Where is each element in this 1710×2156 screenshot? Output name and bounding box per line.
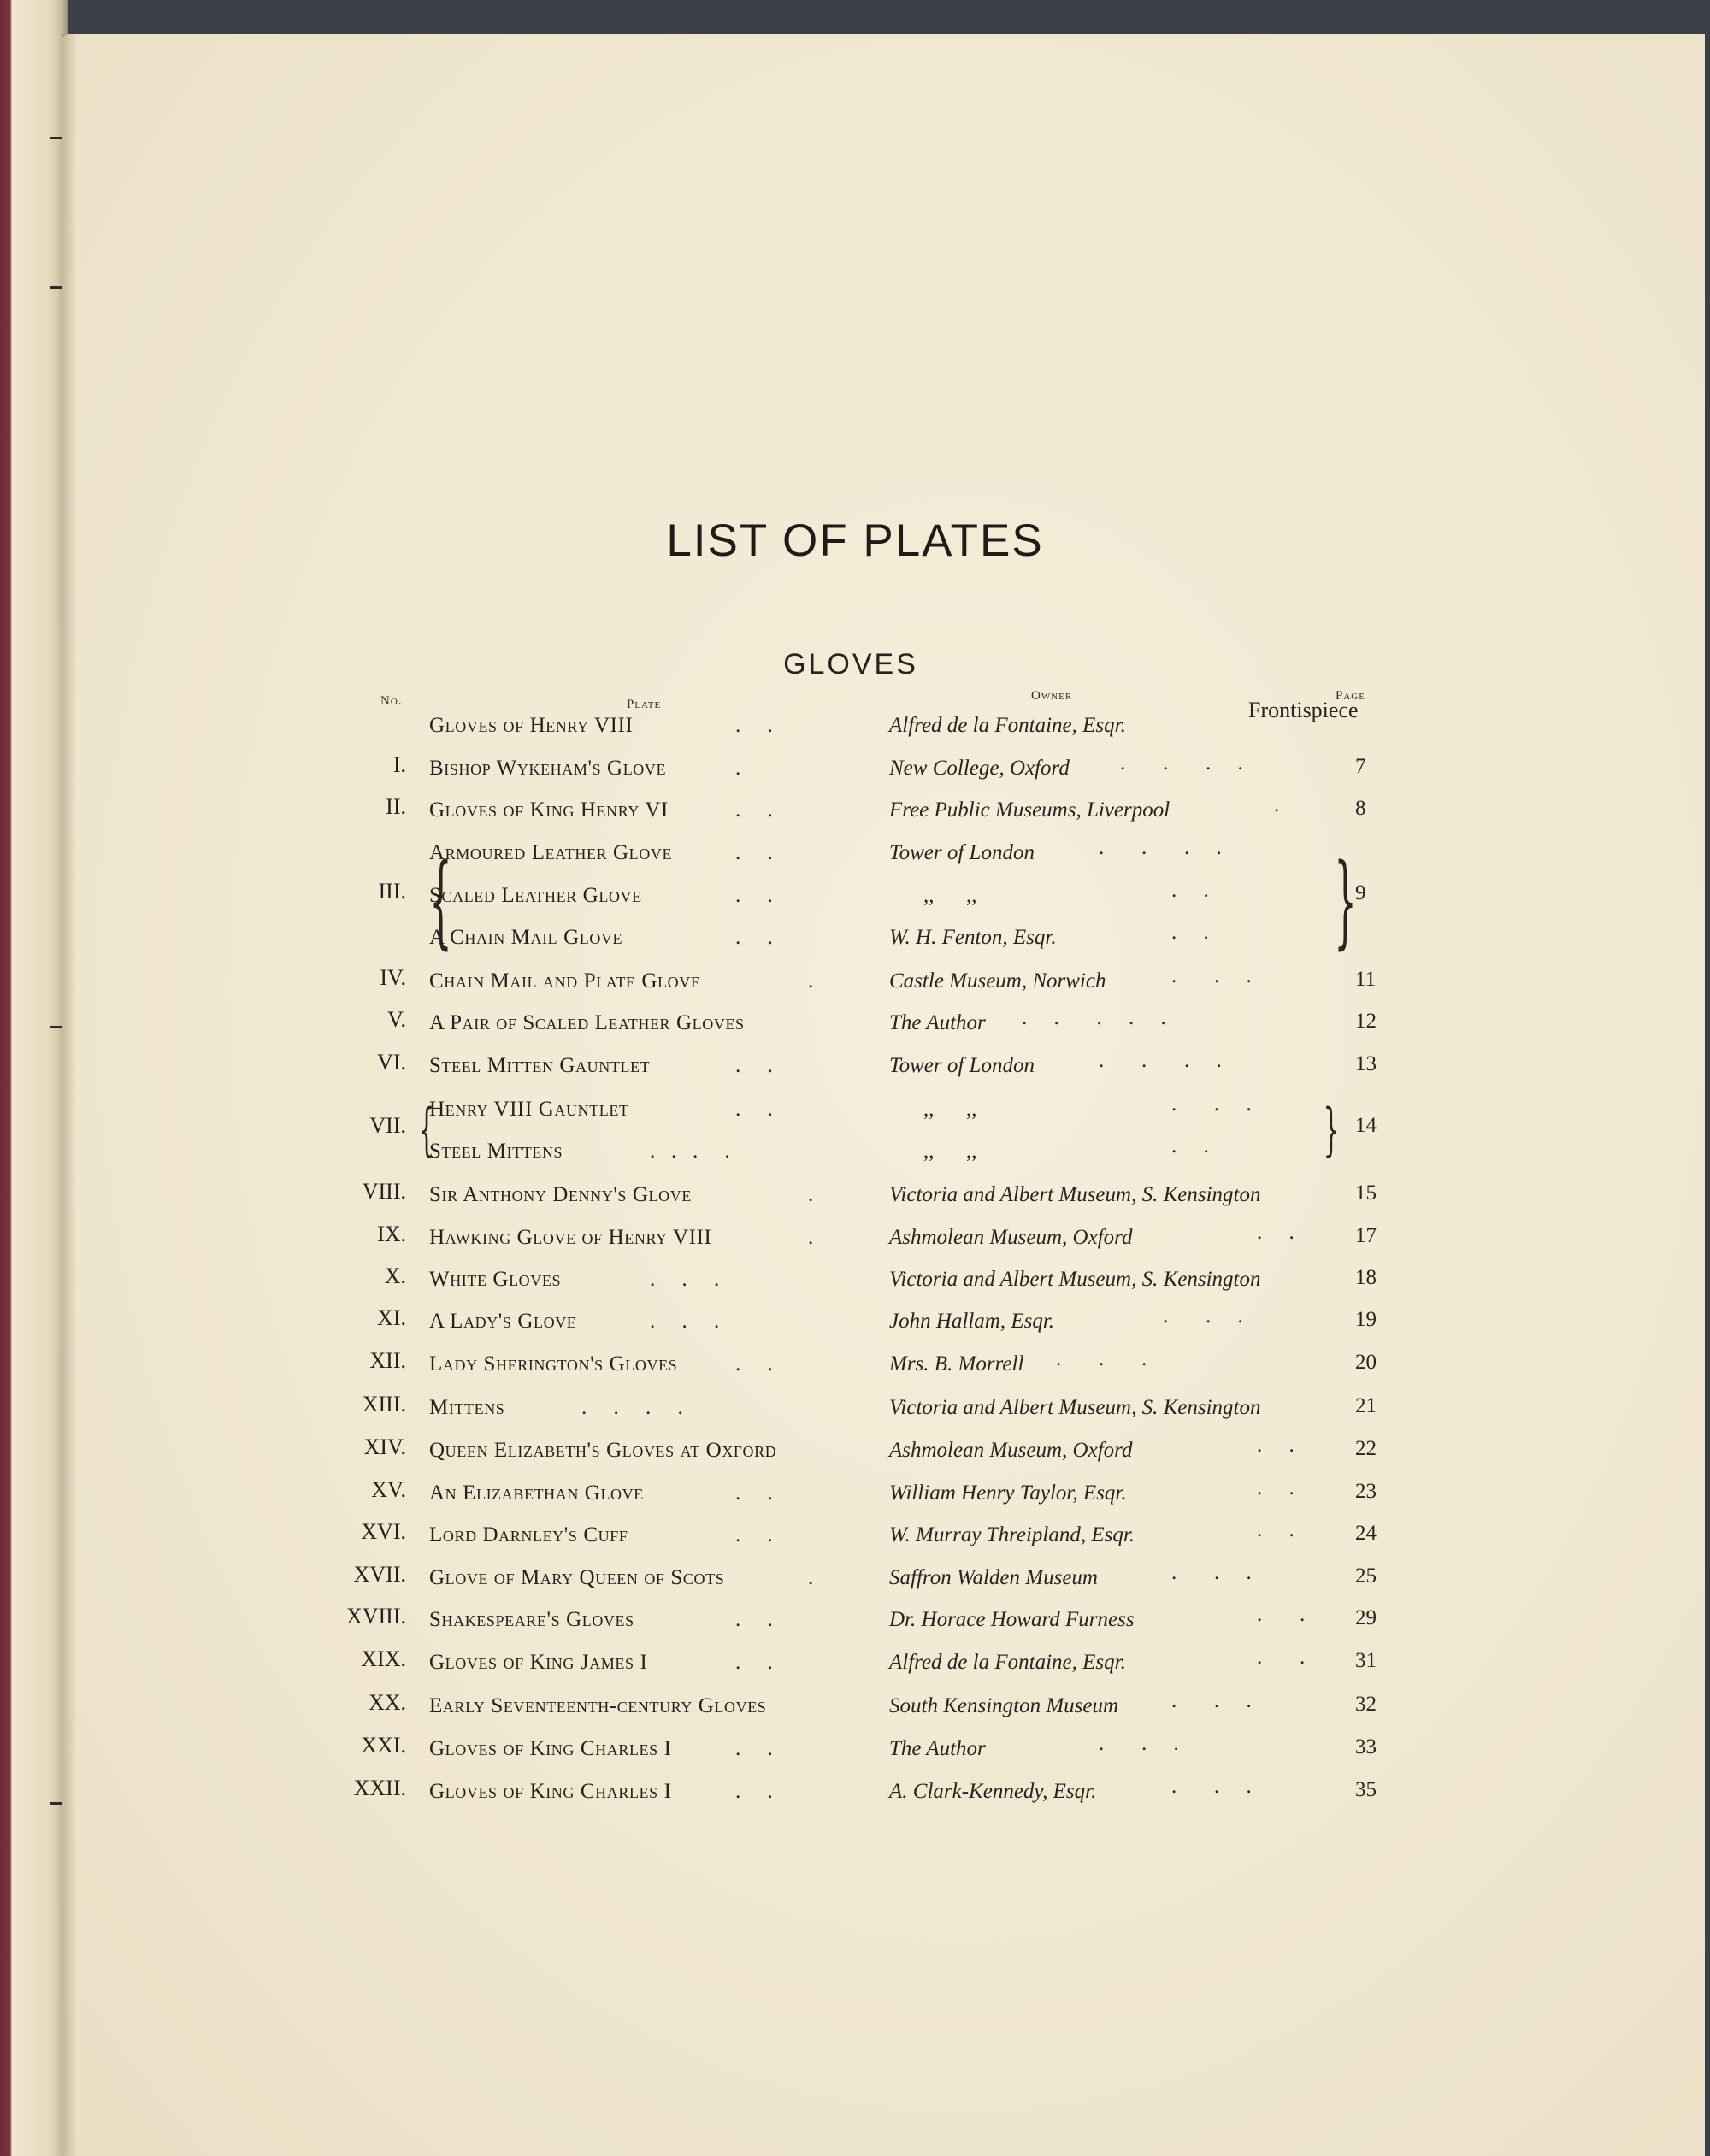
plate-number: VI. bbox=[377, 1050, 406, 1075]
plate-number: V. bbox=[387, 1007, 406, 1032]
leader-dots: . . . bbox=[1099, 1732, 1179, 1755]
plate-page: 18 bbox=[1355, 1266, 1377, 1289]
plate-title: Sir Anthony Denny's Glove bbox=[429, 1183, 692, 1206]
plate-page: 23 bbox=[1355, 1480, 1377, 1503]
plate-title: Steel Mitten Gauntlet bbox=[429, 1054, 651, 1077]
plate-number: XX. bbox=[368, 1690, 406, 1715]
plate-owner: A. Clark-Kennedy, Esqr. bbox=[889, 1780, 1097, 1803]
plate-page: 33 bbox=[1355, 1735, 1377, 1758]
header-page: Page bbox=[1336, 689, 1365, 703]
plate-title: Hawking Glove of Henry VIII bbox=[429, 1226, 712, 1249]
leader-dots: . . bbox=[735, 926, 773, 949]
plate-page: 25 bbox=[1355, 1564, 1377, 1588]
leader-dots: . . bbox=[1257, 1221, 1294, 1244]
brace-iii-left: { bbox=[429, 841, 452, 959]
plate-owner: South Kensington Museum bbox=[889, 1694, 1119, 1717]
plate-number: I. bbox=[392, 752, 406, 777]
plate-page: 14 bbox=[1355, 1114, 1377, 1137]
plate-page: 17 bbox=[1355, 1224, 1377, 1247]
plate-title: Lord Darnley's Cuff bbox=[429, 1523, 628, 1546]
plate-title: Steel Mittens bbox=[429, 1140, 563, 1163]
header-no: No. bbox=[380, 694, 403, 708]
leader-dots: . . bbox=[1171, 1134, 1209, 1158]
plate-owner: Saffron Walden Museum bbox=[889, 1566, 1098, 1589]
plate-title: Gloves of King James I bbox=[429, 1651, 648, 1674]
leader-dots: . . . . bbox=[1120, 751, 1243, 775]
plate-title: Glove of Mary Queen of Scots bbox=[429, 1566, 725, 1589]
leader-dots: . . bbox=[735, 841, 773, 864]
plate-title: Henry VIII Gauntlet bbox=[429, 1098, 629, 1121]
plate-owner: W. H. Fenton, Esqr. bbox=[889, 926, 1057, 949]
plate-title: An Elizabethan Glove bbox=[429, 1482, 644, 1505]
leader-dots: . . bbox=[735, 714, 773, 737]
plate-number: XXI. bbox=[361, 1733, 406, 1758]
plate-owner: Dr. Horace Howard Furness bbox=[889, 1608, 1135, 1631]
leader-dots: . . bbox=[735, 1098, 773, 1121]
plate-page: 32 bbox=[1355, 1693, 1377, 1716]
leader-dots: . . bbox=[1257, 1476, 1294, 1499]
plate-owner: Free Public Museums, Liverpool bbox=[889, 798, 1170, 822]
leader-dots: . . bbox=[1257, 1646, 1306, 1669]
plate-page: 15 bbox=[1355, 1181, 1377, 1205]
leader-dots: . . . . bbox=[1099, 836, 1222, 859]
leader-dots: . . bbox=[735, 1651, 773, 1674]
plate-number: XIV. bbox=[363, 1434, 406, 1459]
plate-title: A Lady's Glove bbox=[429, 1310, 577, 1333]
leader-dots: . . bbox=[735, 1608, 773, 1631]
plate-number: III. bbox=[378, 879, 406, 904]
plate-page: 19 bbox=[1355, 1308, 1377, 1331]
plate-page: 20 bbox=[1355, 1351, 1377, 1374]
plate-page: 24 bbox=[1355, 1522, 1377, 1545]
plate-number: XXII. bbox=[353, 1776, 406, 1800]
leader-dots: . . bbox=[1257, 1518, 1294, 1541]
plate-owner: W. Murray Threipland, Esqr. bbox=[889, 1523, 1135, 1546]
plate-page: 29 bbox=[1355, 1606, 1377, 1629]
plate-title: Gloves of Henry VIII bbox=[429, 714, 634, 737]
plate-owner: William Henry Taylor, Esqr. bbox=[889, 1482, 1127, 1505]
plate-number: II. bbox=[386, 794, 406, 819]
plate-owner: Tower of London bbox=[889, 841, 1035, 864]
leader-dots: . . . bbox=[1171, 1093, 1252, 1116]
leader-dots: . . bbox=[1257, 1434, 1294, 1457]
leader-dots: . . . . bbox=[650, 1140, 730, 1163]
plate-owner: The Author bbox=[889, 1011, 986, 1034]
plate-number: X. bbox=[384, 1264, 406, 1288]
leader-dots: . . bbox=[1171, 879, 1209, 902]
plate-owner: Victoria and Albert Museum, S. Kensington bbox=[889, 1268, 1261, 1291]
leader-dots: . . . bbox=[1163, 1305, 1243, 1328]
plate-page: 13 bbox=[1355, 1052, 1377, 1075]
plate-number: XIX. bbox=[361, 1646, 406, 1671]
plate-page: 8 bbox=[1355, 797, 1366, 820]
plate-title: Scaled Leather Glove bbox=[429, 884, 642, 907]
plate-page: 35 bbox=[1355, 1778, 1377, 1801]
brace-iii-right: } bbox=[1334, 841, 1357, 959]
leader-dots: . bbox=[808, 1183, 814, 1206]
plate-number: IV. bbox=[380, 965, 406, 990]
leader-dots: . . bbox=[735, 1523, 773, 1546]
plate-title: Shakespeare's Gloves bbox=[429, 1608, 634, 1631]
plate-title: Bishop Wykeham's Glove bbox=[429, 757, 667, 780]
leader-dots: . . bbox=[735, 1352, 773, 1375]
leader-dots: . . . bbox=[1171, 964, 1252, 987]
plate-number: XIII. bbox=[362, 1392, 406, 1417]
plate-title: Chain Mail and Plate Glove bbox=[429, 969, 701, 993]
plate-number: XI. bbox=[377, 1305, 406, 1330]
plate-owner: Victoria and Albert Museum, S. Kensington bbox=[889, 1396, 1261, 1419]
plate-title: A Pair of Scaled Leather Gloves bbox=[429, 1011, 745, 1034]
leader-dots: . . . bbox=[650, 1310, 720, 1333]
plate-owner: The Author bbox=[889, 1737, 986, 1760]
leader-dots: . bbox=[808, 1226, 814, 1249]
plate-title: Gloves of King Charles I bbox=[429, 1780, 672, 1803]
plate-title: Mittens bbox=[429, 1396, 505, 1419]
leader-dots: . bbox=[808, 1566, 814, 1589]
leader-dots: . . . . bbox=[1099, 1049, 1222, 1072]
leader-dots: . . . bbox=[1171, 1689, 1252, 1712]
plate-owner: Ashmolean Museum, Oxford bbox=[889, 1226, 1133, 1249]
brace-vii-left: { bbox=[418, 1097, 435, 1163]
plate-page: 12 bbox=[1355, 1010, 1377, 1033]
plate-number: VII. bbox=[369, 1113, 406, 1138]
plate-owner: Castle Museum, Norwich bbox=[889, 969, 1106, 993]
plate-page: Frontispiece bbox=[1248, 698, 1359, 722]
plate-title: A Chain Mail Glove bbox=[429, 926, 623, 949]
leader-dots: . . . . bbox=[581, 1396, 683, 1419]
leader-dots: . . . bbox=[1056, 1347, 1147, 1370]
plate-page: 11 bbox=[1355, 968, 1377, 991]
plate-number: IX. bbox=[377, 1222, 406, 1246]
leader-dots: . bbox=[735, 757, 741, 780]
leader-dots: . . bbox=[735, 884, 773, 907]
plate-owner: Ashmolean Museum, Oxford bbox=[889, 1439, 1133, 1462]
page-title: LIST OF PLATES bbox=[666, 515, 1044, 566]
plate-title: Gloves of King Charles I bbox=[429, 1737, 672, 1760]
plate-page: 7 bbox=[1355, 755, 1366, 778]
plate-title: Early Seventeenth-century Gloves bbox=[429, 1694, 767, 1717]
plate-title: Gloves of King Henry VI bbox=[429, 798, 669, 822]
plate-number: XVIII. bbox=[345, 1604, 406, 1629]
leader-dots: . . . bbox=[650, 1268, 720, 1291]
plate-owner: ,, ,, bbox=[923, 1140, 977, 1163]
leader-dots: . . bbox=[735, 1482, 773, 1505]
plate-number: XV. bbox=[371, 1477, 406, 1502]
leader-dots: . . bbox=[735, 1780, 773, 1803]
plate-owner: ,, ,, bbox=[923, 884, 977, 907]
plate-owner: New College, Oxford bbox=[889, 757, 1070, 780]
plate-page: 9 bbox=[1355, 881, 1366, 904]
book-binding-edge bbox=[0, 0, 68, 2156]
leader-dots: . . bbox=[1257, 1603, 1306, 1626]
leader-dots: . . bbox=[735, 798, 773, 822]
leader-dots: . . bbox=[735, 1737, 773, 1760]
plate-owner: Tower of London bbox=[889, 1054, 1035, 1077]
section-heading: GLOVES bbox=[783, 648, 918, 680]
header-owner: Owner bbox=[1031, 689, 1073, 703]
plate-page: 31 bbox=[1355, 1649, 1377, 1672]
plate-title: White Gloves bbox=[429, 1268, 562, 1291]
plate-owner: Mrs. B. Morrell bbox=[889, 1352, 1024, 1375]
leader-dots: . . . bbox=[1171, 1775, 1252, 1798]
plate-owner: Alfred de la Fontaine, Esqr. bbox=[889, 714, 1126, 737]
plate-number: XII. bbox=[369, 1348, 406, 1373]
leader-dots: . bbox=[1274, 793, 1301, 816]
plate-number: XVII. bbox=[353, 1562, 406, 1587]
plate-number: XVI. bbox=[361, 1519, 406, 1544]
plate-page: 21 bbox=[1355, 1394, 1377, 1417]
brace-vii-right: } bbox=[1323, 1097, 1340, 1163]
plate-title: Lady Sherington's Gloves bbox=[429, 1352, 678, 1375]
header-plate: Plate bbox=[627, 698, 662, 711]
book-page bbox=[62, 34, 1705, 2156]
plate-owner: John Hallam, Esqr. bbox=[889, 1310, 1055, 1333]
plate-title: Armoured Leather Glove bbox=[429, 841, 673, 864]
plate-page: 22 bbox=[1355, 1437, 1377, 1460]
plate-number: VIII. bbox=[362, 1179, 406, 1204]
leader-dots: . . bbox=[735, 1054, 773, 1077]
leader-dots: . . . bbox=[1171, 1561, 1252, 1584]
plate-owner: ,, ,, bbox=[923, 1098, 977, 1121]
leader-dots: . bbox=[808, 969, 814, 993]
leader-dots: . . bbox=[1171, 921, 1209, 944]
plate-owner: Alfred de la Fontaine, Esqr. bbox=[889, 1651, 1126, 1674]
leader-dots: . . . . . bbox=[1022, 1006, 1166, 1029]
plate-owner: Victoria and Albert Museum, S. Kensington bbox=[889, 1183, 1261, 1206]
plate-title: Queen Elizabeth's Gloves at Oxford bbox=[429, 1439, 777, 1462]
